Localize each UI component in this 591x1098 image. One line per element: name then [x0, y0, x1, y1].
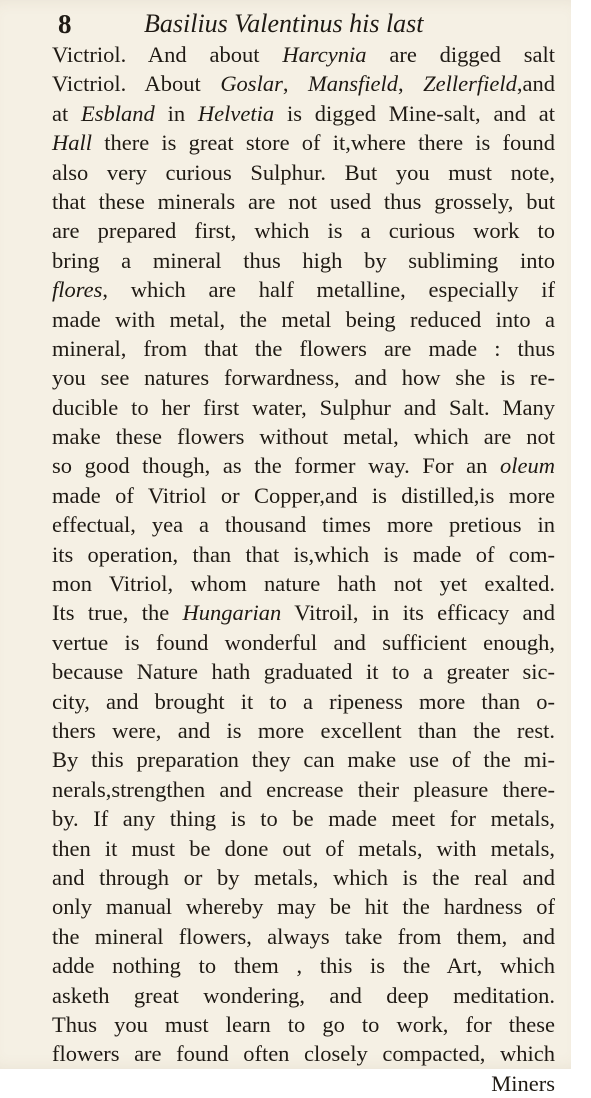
text-line	[52, 834, 555, 863]
text-run: mon Vitriol, whom nature hath not yet exalted.	[52, 571, 555, 597]
text-run: that these minerals are not used thus grossely, but	[52, 188, 555, 214]
text-line	[52, 305, 555, 334]
text-line	[52, 892, 555, 921]
text-line	[52, 922, 555, 951]
text-line	[52, 863, 555, 892]
text-run: you see natures forwardness, and how she is re-	[52, 365, 555, 391]
text-line	[52, 334, 555, 363]
text-line	[52, 1039, 555, 1068]
text-run: its operation, than that is,which is made of com-	[52, 541, 555, 567]
text-line	[52, 275, 555, 304]
text-line	[52, 481, 555, 510]
text-run: nerals,strengthen and encrease their pleasure there-	[52, 776, 555, 802]
text-run: thers were, and is more excellent than the rest.	[52, 717, 555, 743]
text-run: adde nothing to them , this is the Art, which	[52, 953, 555, 979]
text-run: only manual whereby may be hit the hardness of	[52, 894, 555, 920]
text-run: there is great store of it,where there is found	[92, 130, 555, 156]
text-run: in	[154, 100, 198, 126]
text-run: so good though, as the former way. For an	[52, 453, 500, 479]
italic-run: Hungarian	[182, 600, 282, 626]
text-run: , which are half metalline, especially if	[102, 277, 555, 303]
text-line	[52, 804, 555, 833]
text-line	[52, 422, 555, 451]
text-line	[52, 1010, 555, 1039]
text-run: make these flowers without metal, which are not	[52, 424, 555, 450]
italic-run: Harcynia	[282, 42, 367, 67]
text-run: is digged Mine-salt, and at	[274, 100, 555, 126]
text-run: Its true, the	[52, 600, 183, 626]
text-line	[52, 363, 555, 392]
text-line	[52, 246, 555, 275]
text-run: because Nature hath graduated it to a greater sic-	[52, 659, 555, 685]
body-text	[52, 40, 555, 1098]
text-line	[52, 451, 555, 480]
page-header	[58, 6, 558, 42]
text-run: by. If any thing is to be made meet for metals,	[52, 806, 555, 832]
text-run: asketh great wondering, and deep meditation.	[52, 982, 555, 1008]
catchword: Miners	[491, 1070, 555, 1096]
italic-run: Mansfield	[307, 71, 398, 97]
text-line	[52, 128, 555, 157]
text-line	[52, 716, 555, 745]
text-run: mineral, from that the flowers are made : thus	[52, 335, 555, 361]
text-run: flowers are found often closely compacted, which	[52, 1041, 555, 1067]
text-line	[52, 99, 555, 128]
text-run: Thus you must learn to go to work, for these	[52, 1011, 555, 1037]
text-run: bring a mineral thus high by subliming into	[52, 247, 555, 273]
italic-run: oleum	[500, 453, 555, 479]
text-run: vertue is found wonderful and sufficient enough,	[52, 629, 555, 655]
italic-run: flores	[52, 277, 103, 303]
text-line	[52, 158, 555, 187]
text-run: also very curious Sulphur. But you must note,	[52, 159, 555, 185]
text-line	[52, 775, 555, 804]
text-run: then it must be done out of metals, with metals,	[52, 835, 555, 861]
text-line	[52, 216, 555, 245]
text-run: Victriol. And about	[52, 42, 283, 67]
text-run: By this preparation they can make use of the mi-	[52, 747, 555, 773]
text-line	[52, 981, 555, 1010]
text-line	[52, 687, 555, 716]
text-run: ,and	[516, 71, 556, 97]
text-run: made of Vitriol or Copper,and is distilled,is more	[52, 482, 555, 508]
text-line	[52, 510, 555, 539]
text-line	[52, 69, 555, 98]
text-line	[52, 951, 555, 980]
text-run: are prepared first, which is a curious work to	[52, 218, 555, 244]
page-margin	[571, 0, 591, 1069]
text-line	[52, 598, 555, 627]
text-line	[52, 40, 555, 69]
text-run: ,	[282, 71, 308, 97]
italic-run: Helvetia	[197, 100, 275, 126]
text-run: and through or by metals, which is the real and	[52, 864, 555, 890]
text-run: at	[52, 100, 82, 126]
italic-run: Goslar	[220, 71, 283, 97]
text-run: effectual, yea a thousand times more pretious in	[52, 512, 555, 538]
text-line	[52, 540, 555, 569]
text-run: ,	[397, 71, 424, 97]
page-number: 8	[58, 9, 72, 39]
text-line	[52, 628, 555, 657]
italic-run: Zellerfield	[423, 71, 517, 97]
text-run: are digged salt	[366, 42, 555, 67]
text-line	[52, 657, 555, 686]
text-run: city, and brought it to a ripeness more than o-	[52, 688, 555, 714]
italic-run: Esbland	[81, 100, 155, 126]
text-run: ducible to her first water, Sulphur and Salt. Many	[52, 394, 555, 420]
running-title: Basilius Valentinus his last	[144, 9, 424, 38]
text-run: Victriol. About	[52, 71, 221, 97]
text-run: the mineral flowers, always take from them, and	[52, 923, 555, 949]
text-line	[52, 187, 555, 216]
text-run: Vitroil, in its efficacy and	[281, 600, 555, 626]
text-line	[52, 569, 555, 598]
italic-run: Hall	[52, 130, 93, 156]
text-line	[52, 745, 555, 774]
text-line	[52, 393, 555, 422]
text-run: made with metal, the metal being reduced into a	[52, 306, 555, 332]
